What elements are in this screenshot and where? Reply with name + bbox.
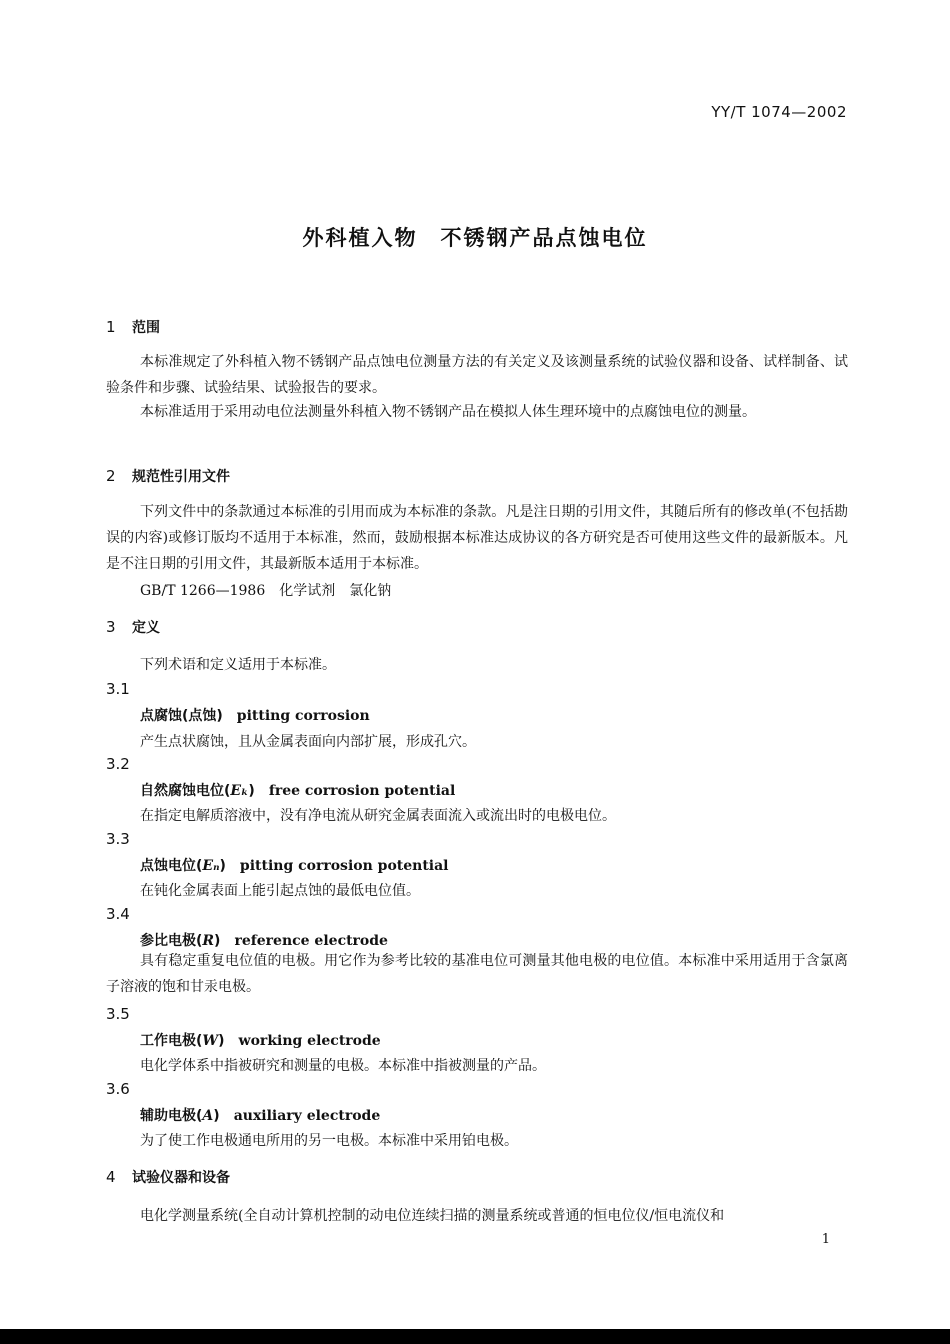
term-symbol: A (202, 1108, 214, 1124)
section-title: 试验仪器和设备 (132, 1170, 230, 1186)
term-definition: 在指定电解质溶液中，没有净电流从研究金属表面流入或流出时的电极电位。 (140, 808, 616, 824)
clause-number: 3.4 (106, 905, 130, 923)
clause-number: 3.3 (106, 830, 130, 848)
term-entry (140, 780, 455, 800)
scan-border (0, 1329, 950, 1344)
term-english: reference electrode (234, 933, 388, 949)
term-symbol: W (202, 1033, 219, 1049)
section-1-heading (106, 317, 160, 337)
section-number: 3 (106, 618, 116, 636)
section-3-heading (106, 617, 160, 637)
term-close-paren: ) (248, 783, 255, 799)
clause-number: 3.5 (106, 1005, 130, 1023)
term-english: working electrode (238, 1033, 381, 1049)
term-chinese: 辅助电极( (140, 1108, 203, 1124)
document-title: 外科植入物 不锈钢产品点蚀电位 (302, 226, 648, 250)
term-english: pitting corrosion potential (239, 858, 449, 874)
section-title: 定义 (132, 620, 160, 636)
section-2-heading (106, 466, 230, 486)
section-1-paragraph-2: 本标准适用于采用动电位法测量外科植入物不锈钢产品在模拟人体生理环境中的点腐蚀电位的测量。 (140, 404, 756, 420)
term-definition: 电化学体系中指被研究和测量的电极。本标准中指被测量的产品。 (140, 1058, 546, 1074)
term-close-paren: ) (214, 933, 221, 949)
term-close-paren: ) (213, 1108, 220, 1124)
section-1-paragraph-1: 本标准规定了外科植入物不锈钢产品点蚀电位测量方法的有关定义及该测量系统的试验仪器和设备、试样制备、试验条件和步骤、试验结果、试验报告的要求。 (106, 354, 848, 396)
normative-reference: GB/T 1266—1986 化学试剂 氯化钠 (140, 583, 392, 599)
term-english: pitting corrosion (236, 708, 370, 724)
clause-number: 3.1 (106, 680, 130, 698)
term-entry (140, 930, 388, 950)
term-english: free corrosion potential (268, 783, 456, 799)
section-4-paragraph-1: 电化学测量系统(全自动计算机控制的动电位连续扫描的测量系统或普通的恒电位仪/恒电流仪和 (140, 1208, 725, 1224)
term-definition: 为了使工作电极通电所用的另一电极。本标准中采用铂电极。 (140, 1133, 518, 1149)
term-chinese: 工作电极( (140, 1033, 203, 1049)
section-number: 2 (106, 467, 116, 485)
term-chinese: 自然腐蚀电位( (140, 783, 231, 799)
term-chinese: 点腐蚀(点蚀) (140, 708, 223, 724)
term-definition: 在钝化金属表面上能引起点蚀的最低电位值。 (140, 883, 420, 899)
section-title: 规范性引用文件 (132, 469, 230, 485)
page-number: 1 (821, 1232, 830, 1247)
section-number: 1 (106, 318, 116, 336)
term-entry (140, 1030, 381, 1050)
term-english: auxiliary electrode (233, 1108, 381, 1124)
term-entry (140, 1105, 380, 1125)
section-number: 4 (106, 1168, 116, 1186)
term-symbol: Eₙ (202, 858, 220, 874)
term-symbol: R (202, 933, 215, 949)
definitions-intro: 下列术语和定义适用于本标准。 (140, 657, 336, 673)
term-symbol: Eₖ (230, 783, 249, 799)
term-definition: 具有稳定重复电位值的电极。用它作为参考比较的基准电位可测量其他电极的电位值。本标准中采用适用于含氯离子溶液的饱和甘汞电极。 (106, 953, 848, 995)
clause-number: 3.6 (106, 1080, 130, 1098)
term-close-paren: ) (218, 1033, 225, 1049)
clause-number: 3.2 (106, 755, 130, 773)
standard-number: YY/T 1074—2002 (711, 103, 847, 121)
section-2-paragraph-1: 下列文件中的条款通过本标准的引用而成为本标准的条款。凡是注日期的引用文件，其随后所有的修改单(不包括勘误的内容)或修订版均不适用于本标准，然而，鼓励根据本标准达成协议的各方研究是否可使用这些文件的最新版本。凡是不注日期的引用文件，其最新版本适用于本标准。 (106, 504, 848, 572)
section-title: 范围 (132, 320, 160, 336)
term-chinese: 点蚀电位( (140, 858, 203, 874)
term-entry (140, 705, 370, 725)
term-chinese: 参比电极( (140, 933, 203, 949)
term-entry (140, 855, 449, 875)
term-close-paren: ) (219, 858, 226, 874)
section-4-heading (106, 1167, 230, 1187)
term-definition: 产生点状腐蚀，且从金属表面向内部扩展，形成孔穴。 (140, 734, 476, 750)
